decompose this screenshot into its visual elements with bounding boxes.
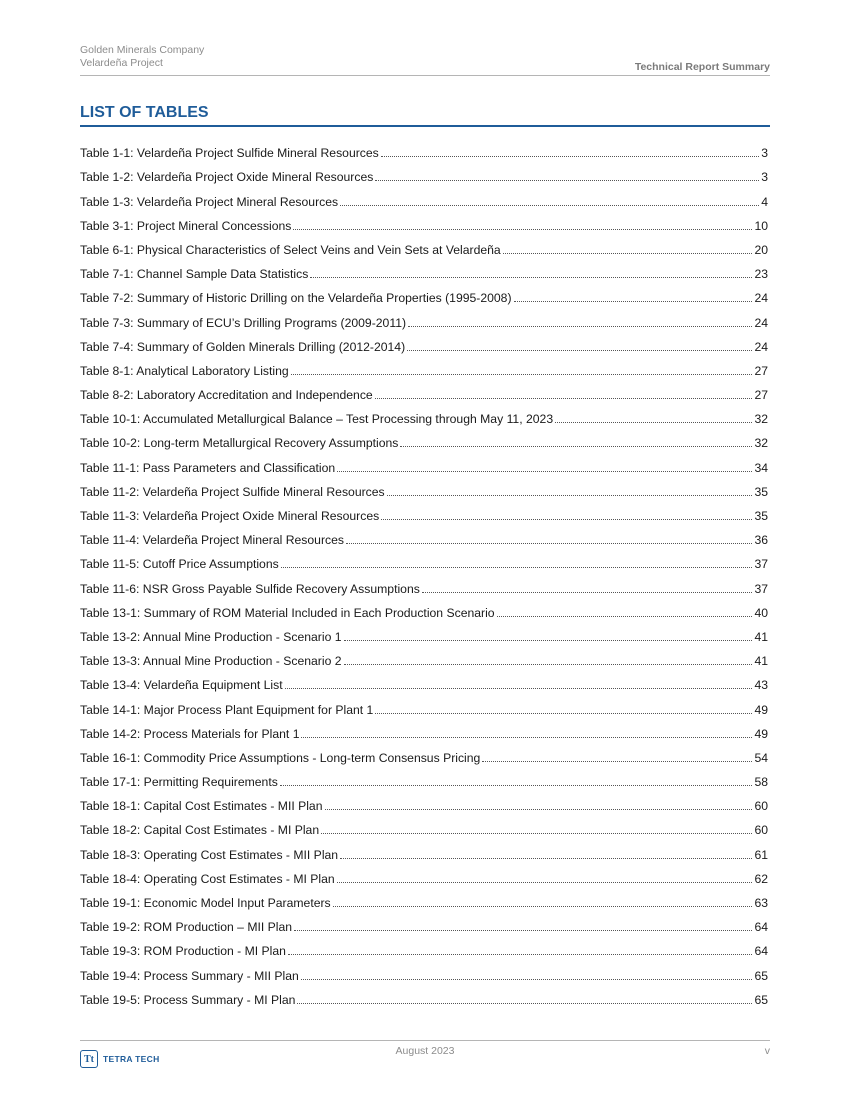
dot-leader xyxy=(346,543,752,544)
toc-entry-page: 3 xyxy=(761,146,768,161)
toc-entry-page: 41 xyxy=(754,654,768,669)
toc-entry[interactable] xyxy=(80,402,768,426)
toc-entry[interactable] xyxy=(80,426,768,450)
logo-mark-icon: Tt xyxy=(80,1050,98,1068)
toc-entry-page: 24 xyxy=(754,315,768,330)
toc-entry[interactable] xyxy=(80,209,768,233)
toc-entry[interactable] xyxy=(80,233,768,257)
header-left xyxy=(80,44,204,69)
toc-entry-page: 54 xyxy=(754,750,768,765)
toc-entry-label: Table 11-4: Velardeña Project Mineral Resources xyxy=(80,533,344,548)
toc-entry[interactable] xyxy=(80,620,768,644)
toc-entry-page: 58 xyxy=(754,775,768,790)
dot-leader xyxy=(375,180,759,181)
dot-leader xyxy=(293,229,752,230)
dot-leader xyxy=(310,277,752,278)
toc-entry-label: Table 19-5: Process Summary - MI Plan xyxy=(80,992,296,1007)
dot-leader xyxy=(482,761,752,762)
toc-entry[interactable] xyxy=(80,136,768,160)
toc-entry-page: 34 xyxy=(754,460,768,475)
toc-entry-label: Table 13-3: Annual Mine Production - Scenario 2 xyxy=(80,654,342,669)
toc-entry-label: Table 11-3: Velardeña Project Oxide Mineral Resources xyxy=(80,509,380,523)
company-name: Golden Minerals Company xyxy=(80,44,205,56)
dot-leader xyxy=(297,1003,752,1004)
toc-entry-page: 24 xyxy=(754,291,768,306)
toc-entry-page: 63 xyxy=(754,896,768,910)
toc-entry-label: Table 7-4: Summary of Golden Minerals Drilling (2012-2014) xyxy=(80,339,406,354)
toc-entry-label: Table 19-2: ROM Production – MII Plan xyxy=(80,920,293,935)
toc-entry-label: Table 1-3: Velardeña Project Mineral Resources xyxy=(80,194,339,209)
toc-entry[interactable] xyxy=(80,668,768,692)
toc-entry-page: 61 xyxy=(754,847,768,862)
toc-entry-page: 4 xyxy=(761,194,768,209)
dot-leader xyxy=(280,785,753,786)
toc-entry-page: 3 xyxy=(761,170,768,185)
toc-entry[interactable] xyxy=(80,281,768,305)
toc-entry-label: Table 17-1: Permitting Requirements xyxy=(80,775,278,790)
toc-entry-page: 27 xyxy=(754,388,768,403)
page-title: LIST OF TABLES xyxy=(80,103,770,127)
toc-entry-label: Table 19-1: Economic Model Input Parameters xyxy=(80,896,331,910)
toc-entry-page: 49 xyxy=(754,726,768,741)
toc-entry-page: 41 xyxy=(754,629,768,644)
toc-entry-page: 43 xyxy=(754,678,768,693)
toc-entry[interactable] xyxy=(80,644,768,668)
dot-leader xyxy=(514,301,753,302)
toc-entry-page: 64 xyxy=(754,920,768,935)
dot-leader xyxy=(333,906,753,907)
dot-leader xyxy=(503,253,753,254)
dot-leader xyxy=(340,205,759,206)
toc-entry[interactable] xyxy=(80,813,768,837)
dot-leader xyxy=(344,640,753,641)
dot-leader xyxy=(291,374,753,375)
footer-date: August 2023 xyxy=(395,1045,455,1057)
project-name: Velardeña Project xyxy=(80,56,163,69)
toc-entry-label: Table 13-4: Velardeña Equipment List xyxy=(80,678,283,693)
toc-entry[interactable] xyxy=(80,692,768,716)
toc-entry[interactable] xyxy=(80,958,768,982)
logo-text: TETRA TECH xyxy=(103,1054,160,1064)
toc-entry-label: Table 18-4: Operating Cost Estimates - MI Plan xyxy=(80,871,335,886)
toc-entry[interactable] xyxy=(80,160,768,184)
toc-entry[interactable] xyxy=(80,450,768,474)
toc-entry-label: Table 3-1: Project Mineral Concessions xyxy=(80,218,292,233)
toc-entry[interactable] xyxy=(80,789,768,813)
toc-entry[interactable] xyxy=(80,475,768,499)
dot-leader xyxy=(555,422,752,423)
toc-entry[interactable] xyxy=(80,910,768,934)
dot-leader xyxy=(422,592,753,593)
toc-entry-label: Table 18-3: Operating Cost Estimates - MII Plan xyxy=(80,847,339,862)
toc-entry-page: 32 xyxy=(754,412,768,427)
toc-entry-label: Table 18-2: Capital Cost Estimates - MI Plan xyxy=(80,823,320,838)
toc-entry-page: 65 xyxy=(754,992,768,1007)
dot-leader xyxy=(497,616,753,617)
toc-entry-label: Table 11-1: Pass Parameters and Classification xyxy=(80,460,336,475)
toc-entry-label: Table 14-2: Process Materials for Plant 1 xyxy=(80,726,300,741)
toc-entry-page: 40 xyxy=(754,605,768,620)
toc-entry[interactable] xyxy=(80,765,768,789)
toc-entry-page: 27 xyxy=(754,363,768,378)
toc-entry-label: Table 11-2: Velardeña Project Sulfide Mineral Resources xyxy=(80,484,385,499)
toc-entry-page: 20 xyxy=(754,242,768,257)
toc-entry-page: 36 xyxy=(754,533,768,548)
page-footer xyxy=(80,1040,770,1075)
toc-entry-label: Table 19-4: Process Summary - MII Plan xyxy=(80,968,299,983)
toc-entry-page: 23 xyxy=(754,267,768,282)
dot-leader xyxy=(340,858,752,859)
toc-entry-page: 60 xyxy=(754,799,768,814)
toc-entry[interactable] xyxy=(80,257,768,281)
toc-entry-label: Table 19-3: ROM Production - MI Plan xyxy=(80,944,286,959)
toc-entry[interactable] xyxy=(80,571,768,595)
toc-entry[interactable] xyxy=(80,983,768,1007)
dot-leader xyxy=(337,882,753,883)
toc-entry-page: 32 xyxy=(754,436,768,451)
dot-leader xyxy=(400,446,752,447)
toc-entry-label: Table 16-1: Commodity Price Assumptions - Long-term Consensus Pricing xyxy=(80,750,481,765)
toc-entry-label: Table 1-2: Velardeña Project Oxide Mineral Resources xyxy=(80,170,374,185)
toc-entry[interactable] xyxy=(80,184,768,208)
dot-leader xyxy=(325,809,753,810)
toc-entry-page: 10 xyxy=(754,218,768,233)
dot-leader xyxy=(387,495,753,496)
toc-entry-label: Table 18-1: Capital Cost Estimates - MII Plan xyxy=(80,799,323,814)
toc-entry[interactable] xyxy=(80,837,768,861)
toc-entry[interactable] xyxy=(80,378,768,402)
dot-leader xyxy=(381,519,752,520)
toc-entry-label: Table 14-1: Major Process Plant Equipment for Plant 1 xyxy=(80,702,374,717)
page-header xyxy=(80,44,770,76)
toc-entry[interactable] xyxy=(80,330,768,354)
toc-entry[interactable] xyxy=(80,305,768,329)
toc-entry-page: 35 xyxy=(754,484,768,499)
toc-entry-label: Table 11-6: NSR Gross Payable Sulfide Recovery Assumptions xyxy=(80,581,420,596)
dot-leader xyxy=(285,688,753,689)
toc-entry[interactable] xyxy=(80,547,768,571)
toc-entry[interactable] xyxy=(80,499,768,523)
toc-entry-label: Table 7-2: Summary of Historic Drilling on the Velardeña Properties (1995-2008) xyxy=(80,291,512,306)
toc-entry-label: Table 7-1: Channel Sample Data Statistics xyxy=(80,267,309,282)
dot-leader xyxy=(337,471,752,472)
toc-entry-page: 37 xyxy=(754,581,768,596)
dot-leader xyxy=(375,713,752,714)
page-number: v xyxy=(764,1045,770,1057)
toc-entry[interactable] xyxy=(80,862,768,886)
toc-entry-page: 64 xyxy=(754,944,768,959)
table-of-tables xyxy=(80,136,768,1007)
toc-entry-label: Table 8-1: Analytical Laboratory Listing xyxy=(80,363,289,378)
toc-entry[interactable] xyxy=(80,934,768,958)
dot-leader xyxy=(381,156,759,157)
toc-entry-label: Table 6-1: Physical Characteristics of Select Veins and Vein Sets at Velardeña xyxy=(80,242,501,257)
toc-entry-label: Table 8-2: Laboratory Accreditation and Independence xyxy=(80,388,373,403)
toc-entry-label: Table 10-1: Accumulated Metallurgical Balance – Test Processing through May 11, 2023 xyxy=(80,412,554,427)
toc-entry-label: Table 1-1: Velardeña Project Sulfide Mineral Resources xyxy=(80,146,379,161)
toc-entry[interactable] xyxy=(80,596,768,620)
toc-entry-page: 37 xyxy=(754,557,768,572)
dot-leader xyxy=(344,664,753,665)
toc-entry-label: Table 11-5: Cutoff Price Assumptions xyxy=(80,557,279,572)
dot-leader xyxy=(294,930,752,931)
dot-leader xyxy=(301,737,752,738)
toc-entry-label: Table 13-2: Annual Mine Production - Scenario 1 xyxy=(80,629,342,644)
toc-entry-label: Table 13-1: Summary of ROM Material Included in Each Production Scenario xyxy=(80,605,495,620)
toc-entry-page: 49 xyxy=(754,702,768,717)
toc-entry-label: Table 10-2: Long-term Metallurgical Recovery Assumptions xyxy=(80,436,399,451)
toc-entry-label: Table 7-3: Summary of ECU’s Drilling Programs (2009-2011) xyxy=(80,315,407,330)
dot-leader xyxy=(375,398,753,399)
toc-entry[interactable] xyxy=(80,523,768,547)
toc-entry-page: 35 xyxy=(754,509,768,523)
toc-entry[interactable] xyxy=(80,886,768,910)
toc-entry-page: 60 xyxy=(754,823,768,838)
dot-leader xyxy=(281,567,753,568)
toc-entry-page: 65 xyxy=(754,968,768,983)
report-type: Technical Report Summary xyxy=(634,61,770,73)
dot-leader xyxy=(321,833,752,834)
toc-entry[interactable] xyxy=(80,717,768,741)
dot-leader xyxy=(288,954,753,955)
toc-entry-page: 24 xyxy=(754,339,768,354)
dot-leader xyxy=(407,350,752,351)
toc-entry-page: 62 xyxy=(754,871,768,886)
dot-leader xyxy=(408,326,752,327)
toc-entry[interactable] xyxy=(80,741,768,765)
toc-entry[interactable] xyxy=(80,354,768,378)
dot-leader xyxy=(301,979,753,980)
